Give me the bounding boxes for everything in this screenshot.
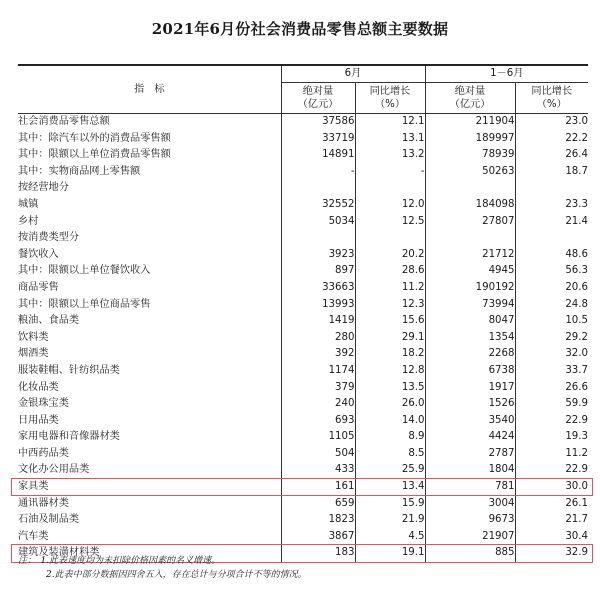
table-row (18, 164, 588, 181)
jan-jun-abs-value: 1917 (425, 380, 515, 397)
june-yoy-value: - (355, 164, 425, 181)
row-label: 家用电器和音像器材类 (18, 431, 120, 443)
june-yoy-value: 25.9 (355, 462, 425, 479)
june-yoy-value: 12.8 (355, 363, 425, 380)
june-abs-value: 1823 (281, 512, 355, 529)
row-label: 汽车类 (18, 530, 49, 542)
table-row (18, 180, 588, 197)
table-row (18, 247, 588, 264)
table-row (18, 297, 588, 314)
june-abs-value: 392 (281, 346, 355, 363)
jan-jun-yoy-value: 11.2 (515, 446, 588, 463)
jan-jun-yoy-value: 59.9 (515, 396, 588, 413)
table-body (18, 114, 588, 563)
table-row (18, 396, 588, 413)
row-label: 家具类 (18, 481, 49, 493)
june-abs-value: 897 (281, 263, 355, 280)
jan-jun-abs-value: 1804 (425, 462, 515, 479)
jan-jun-abs-value: 6738 (425, 363, 515, 380)
june-abs-value: 433 (281, 462, 355, 479)
header-indicator: 指 标 (18, 65, 281, 114)
june-yoy-value: 8.5 (355, 446, 425, 463)
header-jan-jun-abs (425, 83, 515, 114)
june-yoy-value: 12.3 (355, 297, 425, 314)
june-yoy-value: 26.0 (355, 396, 425, 413)
yoy-unit: （%） (374, 99, 406, 110)
table-row (18, 214, 588, 231)
jan-jun-abs-value: 1526 (425, 396, 515, 413)
row-label: 粮油、食品类 (18, 315, 80, 327)
jan-jun-yoy-value: 23.3 (515, 197, 588, 214)
jan-jun-abs-value: 2268 (425, 346, 515, 363)
footnote-1: 注： 1.此表速度均为未扣除价格因素的名义增速。 (18, 556, 221, 566)
jan-jun-yoy-value: 21.7 (515, 512, 588, 529)
june-abs-value: 37586 (281, 114, 355, 131)
june-abs-value: 161 (281, 479, 355, 496)
jan-jun-yoy-value (515, 180, 588, 197)
june-abs-value: 3923 (281, 247, 355, 264)
june-abs-value: 379 (281, 380, 355, 397)
footnote-2: 2.此表中部分数据因四舍五入，存在总计与分项合计不等的情况。 (46, 569, 307, 580)
row-label: 化妆品类 (18, 381, 59, 393)
jan-jun-yoy-value: 30.4 (515, 529, 588, 546)
table-row (18, 313, 588, 330)
june-yoy-value: 15.6 (355, 313, 425, 330)
jan-jun-abs-value: 211904 (425, 114, 515, 131)
june-yoy-value: 29.1 (355, 330, 425, 347)
jan-jun-yoy-value: 19.3 (515, 429, 588, 446)
table-row (18, 263, 588, 280)
june-abs-value: 14891 (281, 147, 355, 164)
jan-jun-yoy-value: 21.4 (515, 214, 588, 231)
june-abs-value: 3867 (281, 529, 355, 546)
june-abs-value: 240 (281, 396, 355, 413)
june-abs-value: 183 (281, 545, 355, 562)
june-yoy-value: 8.9 (355, 429, 425, 446)
june-yoy-value: 20.2 (355, 247, 425, 264)
yoy-label: 同比增长 (531, 86, 573, 97)
row-label: 按经营地分 (18, 182, 69, 194)
jan-jun-abs-value: 781 (425, 479, 515, 496)
june-yoy-value: 13.4 (355, 479, 425, 496)
jan-jun-abs-value: 78939 (425, 147, 515, 164)
jan-jun-abs-value: 9673 (425, 512, 515, 529)
jan-jun-abs-value: 3540 (425, 413, 515, 430)
table-row (18, 230, 588, 247)
table-row (18, 429, 588, 446)
table-row (18, 479, 588, 496)
june-yoy-value: 14.0 (355, 413, 425, 430)
june-yoy-value: 18.2 (355, 346, 425, 363)
jan-jun-yoy-value: 30.0 (515, 479, 588, 496)
june-abs-value: 32552 (281, 197, 355, 214)
jan-jun-abs-value: 3004 (425, 496, 515, 513)
yoy-label: 同比增长 (369, 86, 411, 97)
row-label: 石油及制品类 (18, 514, 80, 526)
header-june-abs (281, 83, 355, 114)
table-row (18, 197, 588, 214)
row-label: 城镇 (18, 198, 39, 210)
abs-unit: （亿元） (297, 99, 339, 110)
footnotes (18, 555, 307, 582)
row-label: 通讯器材类 (18, 497, 69, 509)
june-yoy-value: 13.5 (355, 380, 425, 397)
june-yoy-value: 15.9 (355, 496, 425, 513)
jan-jun-abs-value: 190192 (425, 280, 515, 297)
june-yoy-value (355, 180, 425, 197)
june-yoy-value: 19.1 (355, 545, 425, 562)
jan-jun-yoy-value: 20.6 (515, 280, 588, 297)
june-yoy-value: 4.5 (355, 529, 425, 546)
jan-jun-yoy-value: 48.6 (515, 247, 588, 264)
jan-jun-abs-value: 184098 (425, 197, 515, 214)
jan-jun-abs-value: 50263 (425, 164, 515, 181)
jan-jun-abs-value (425, 180, 515, 197)
row-label: 乡村 (18, 215, 39, 227)
jan-jun-yoy-value: 26.1 (515, 496, 588, 513)
abs-label: 绝对量 (302, 86, 334, 97)
header-jan-jun-yoy (515, 83, 588, 114)
june-abs-value: 659 (281, 496, 355, 513)
jan-jun-abs-value: 885 (425, 545, 515, 562)
table-row (18, 363, 588, 380)
june-abs-value: 1105 (281, 429, 355, 446)
jan-jun-abs-value: 73994 (425, 297, 515, 314)
row-label: 中西药品类 (18, 447, 69, 459)
june-abs-value: 1419 (281, 313, 355, 330)
row-label: 其中：限额以上单位商品零售 (18, 298, 151, 310)
jan-jun-yoy-value (515, 230, 588, 247)
june-abs-value: 33663 (281, 280, 355, 297)
jan-jun-yoy-value: 18.7 (515, 164, 588, 181)
table-row (18, 413, 588, 430)
jan-jun-abs-value: 4424 (425, 429, 515, 446)
june-abs-value: 693 (281, 413, 355, 430)
jan-jun-abs-value: 4945 (425, 263, 515, 280)
row-label: 商品零售 (18, 281, 59, 293)
row-label: 餐饮收入 (18, 248, 59, 260)
jan-jun-abs-value: 1354 (425, 330, 515, 347)
jan-jun-abs-value: 21907 (425, 529, 515, 546)
june-abs-value: 504 (281, 446, 355, 463)
header-june: 6月 (281, 65, 425, 83)
jan-jun-abs-value: 27807 (425, 214, 515, 231)
jan-jun-yoy-value: 32.9 (515, 545, 588, 562)
row-label: 文化办公用品类 (18, 464, 90, 476)
june-abs-value: 1174 (281, 363, 355, 380)
row-label: 其中：限额以上单位消费品零售额 (18, 149, 171, 161)
june-yoy-value (355, 230, 425, 247)
yoy-unit: （%） (536, 99, 567, 110)
row-label: 服装鞋帽、针纺织品类 (18, 364, 120, 376)
table-row (18, 330, 588, 347)
june-abs-value (281, 180, 355, 197)
jan-jun-abs-value (425, 230, 515, 247)
retail-sales-table (18, 64, 588, 563)
june-yoy-value: 11.2 (355, 280, 425, 297)
jan-jun-abs-value: 8047 (425, 313, 515, 330)
row-label: 其中：除汽车以外的消费品零售额 (18, 132, 171, 144)
row-label: 烟酒类 (18, 348, 49, 360)
table-row (18, 462, 588, 479)
jan-jun-yoy-value: 24.8 (515, 297, 588, 314)
abs-unit: （亿元） (449, 99, 491, 110)
jan-jun-abs-value: 189997 (425, 131, 515, 148)
table-row (18, 380, 588, 397)
jan-jun-yoy-value: 26.4 (515, 147, 588, 164)
table-row (18, 346, 588, 363)
row-label: 按消费类型分 (18, 232, 80, 244)
row-label: 其中：限额以上单位餐饮收入 (18, 265, 151, 277)
row-label: 建筑及装潢材料类 (18, 545, 281, 562)
june-yoy-value: 12.0 (355, 197, 425, 214)
header-jan-jun: 1－6月 (425, 65, 588, 83)
jan-jun-yoy-value: 33.7 (515, 363, 588, 380)
jan-jun-yoy-value: 29.2 (515, 330, 588, 347)
table-row (18, 131, 588, 148)
jan-jun-yoy-value: 26.6 (515, 380, 588, 397)
june-abs-value: 5034 (281, 214, 355, 231)
table-row (18, 512, 588, 529)
row-label: 其中：实物商品网上零售额 (18, 165, 141, 177)
jan-jun-yoy-value: 32.0 (515, 346, 588, 363)
june-yoy-value: 12.5 (355, 214, 425, 231)
table-row (18, 114, 588, 131)
abs-label: 绝对量 (454, 86, 486, 97)
table-row (18, 446, 588, 463)
row-label: 金银珠宝类 (18, 398, 69, 410)
june-abs-value: 33719 (281, 131, 355, 148)
row-label: 日用品类 (18, 414, 59, 426)
jan-jun-abs-value: 2787 (425, 446, 515, 463)
row-label: 饮料类 (18, 331, 49, 343)
jan-jun-yoy-value: 10.5 (515, 313, 588, 330)
jan-jun-yoy-value: 22.2 (515, 131, 588, 148)
page-title: 2021年6月份社会消费品零售总额主要数据 (151, 20, 449, 38)
june-yoy-value: 21.9 (355, 512, 425, 529)
table-row (18, 496, 588, 513)
june-abs-value (281, 230, 355, 247)
table-row (18, 280, 588, 297)
jan-jun-abs-value: 21712 (425, 247, 515, 264)
table-row (18, 147, 588, 164)
jan-jun-yoy-value: 56.3 (515, 263, 588, 280)
table-row (18, 529, 588, 546)
jan-jun-yoy-value: 23.0 (515, 114, 588, 131)
june-yoy-value: 12.1 (355, 114, 425, 131)
june-yoy-value: 28.6 (355, 263, 425, 280)
jan-jun-yoy-value: 22.9 (515, 462, 588, 479)
row-label: 社会消费品零售总额 (18, 116, 110, 127)
jan-jun-yoy-value: 22.9 (515, 413, 588, 430)
june-abs-value: 13993 (281, 297, 355, 314)
june-abs-value: 280 (281, 330, 355, 347)
june-yoy-value: 13.2 (355, 147, 425, 164)
header-june-yoy (355, 83, 425, 114)
june-yoy-value: 13.1 (355, 131, 425, 148)
june-abs-value: - (281, 164, 355, 181)
